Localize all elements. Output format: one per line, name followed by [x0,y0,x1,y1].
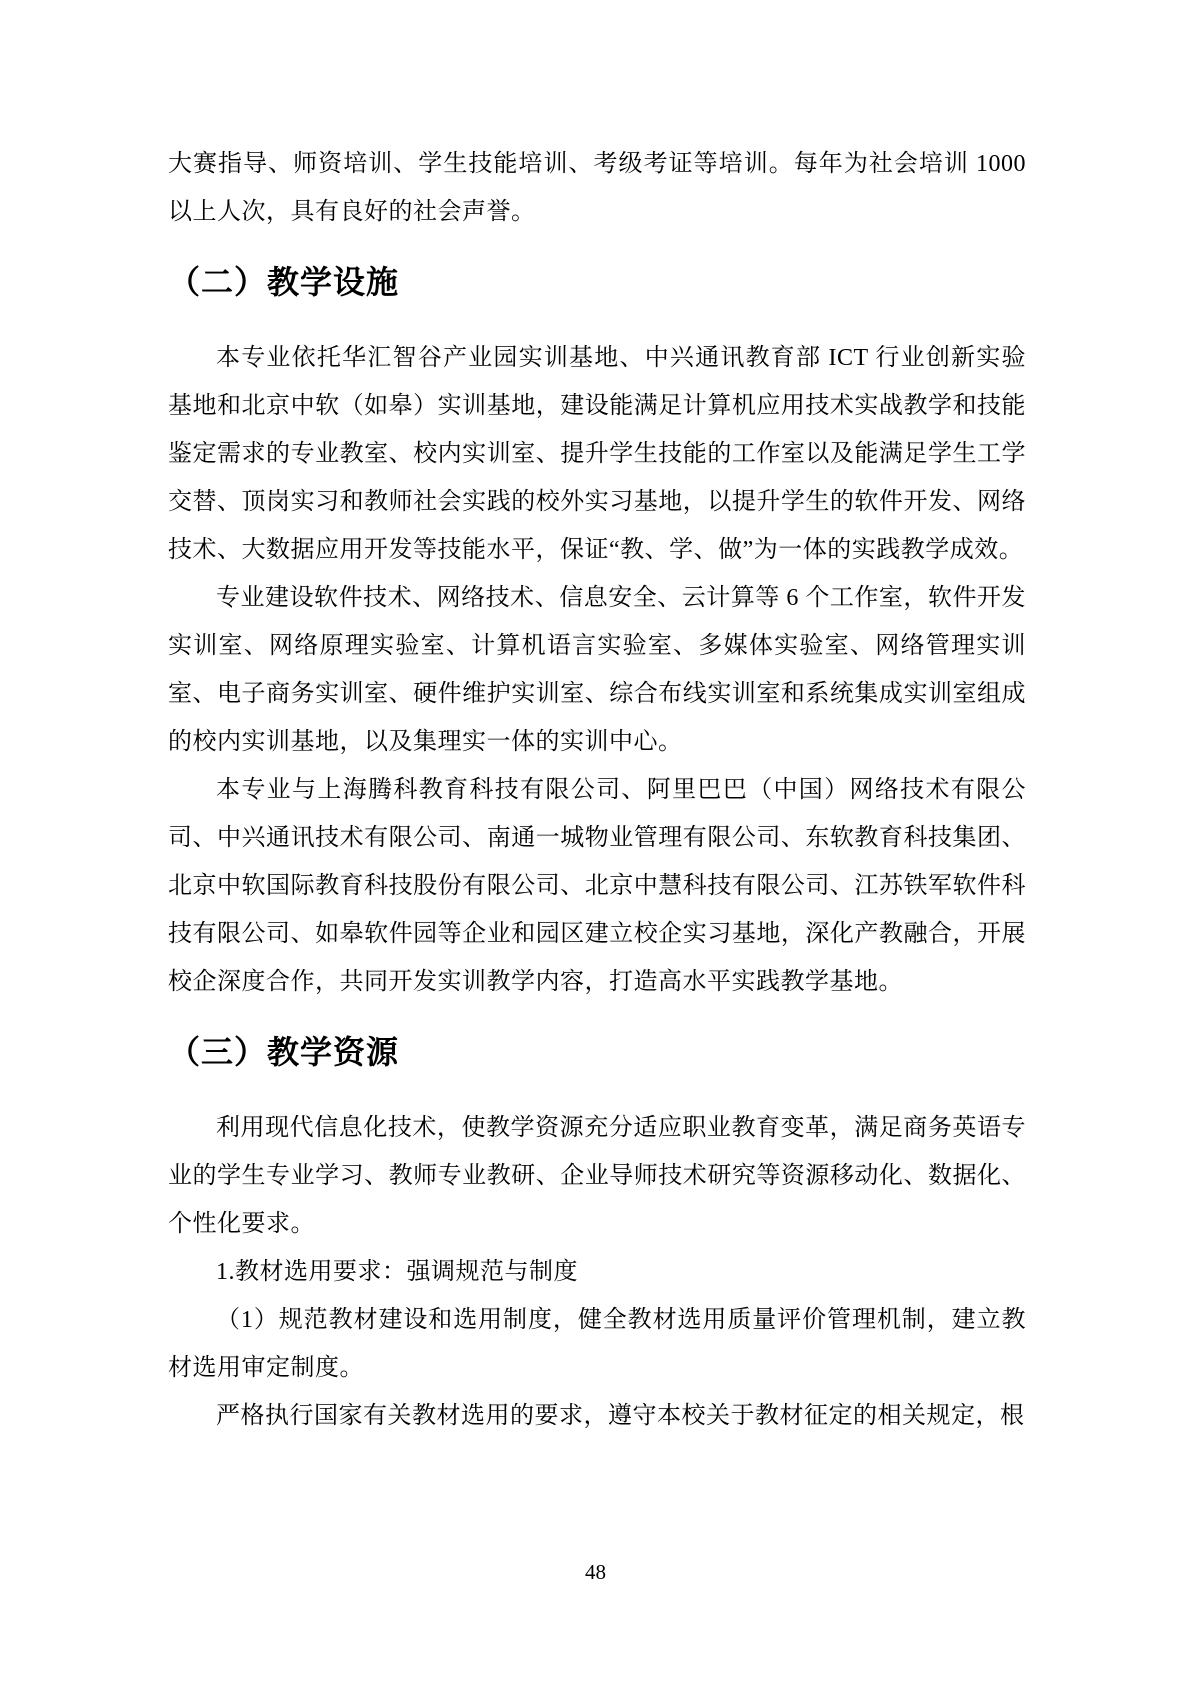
section-heading-teaching-resources: （三）教学资源 [168,1034,400,1070]
section-heading-teaching-facilities: （二）教学设施 [168,264,400,300]
paragraph-continuation: 大赛指导、师资培训、学生技能培训、考级考证等培训。每年为社会培训 1000 以上人次，具有良好的社会声誉。 [168,151,1026,225]
paragraph: 本专业与上海腾科教育科技有限公司、阿里巴巴（中国）网络技术有限公司、中兴通讯技术有限公司、南通一城物业管理有限公司、东软教育科技集团、北京中软国际教育科技股份有限公司、北京中慧科技有限公司、江苏铁军软件科技有限公司、如皋软件园等企业和园区建立校企实习基地，深化产教融合，开展校企深度合作，共同开发实训教学内容，打造高水平实践教学基地。 [168,777,1026,995]
paragraph: 利用现代信息化技术，使教学资源充分适应职业教育变革，满足商务英语专业的学生专业学习、教师专业教研、企业导师技术研究等资源移动化、数据化、个性化要求。 [168,1115,1026,1237]
paragraph: 专业建设软件技术、网络技术、信息安全、云计算等 6 个工作室，软件开发实训室、网络原理实验室、计算机语言实验室、多媒体实验室、网络管理实训室、电子商务实训室、硬件维护实训室、综合布线实训室和系统集成实训室组成的校内实训基地，以及集理实一体的实训中心。 [168,585,1026,755]
paragraph-list-subitem: （1）规范教材建设和选用制度，健全教材选用质量评价管理机制，建立教材选用审定制度。 [168,1307,1026,1381]
paragraph-list-item: 1.教材选用要求：强调规范与制度 [216,1259,578,1285]
page-content [168,140,1026,1440]
paragraph: 本专业依托华汇智谷产业园实训基地、中兴通讯教育部 ICT 行业创新实验基地和北京中软（如皋）实训基地，建设能满足计算机应用技术实战教学和技能鉴定需求的专业教室、校内实训室、提升学生技能的工作室以及能满足学生工学交替、顶岗实习和教师社会实践的校外实习基地，以提升学生的软件开发、网络技术、大数据应用开发等技能水平，保证“教、学、做”为一体的实践教学成效。 [168,345,1026,563]
page-number: 48 [585,1560,606,1584]
paragraph: 严格执行国家有关教材选用的要求，遵守本校关于教材征定的相关规定，根 [216,1403,1025,1429]
